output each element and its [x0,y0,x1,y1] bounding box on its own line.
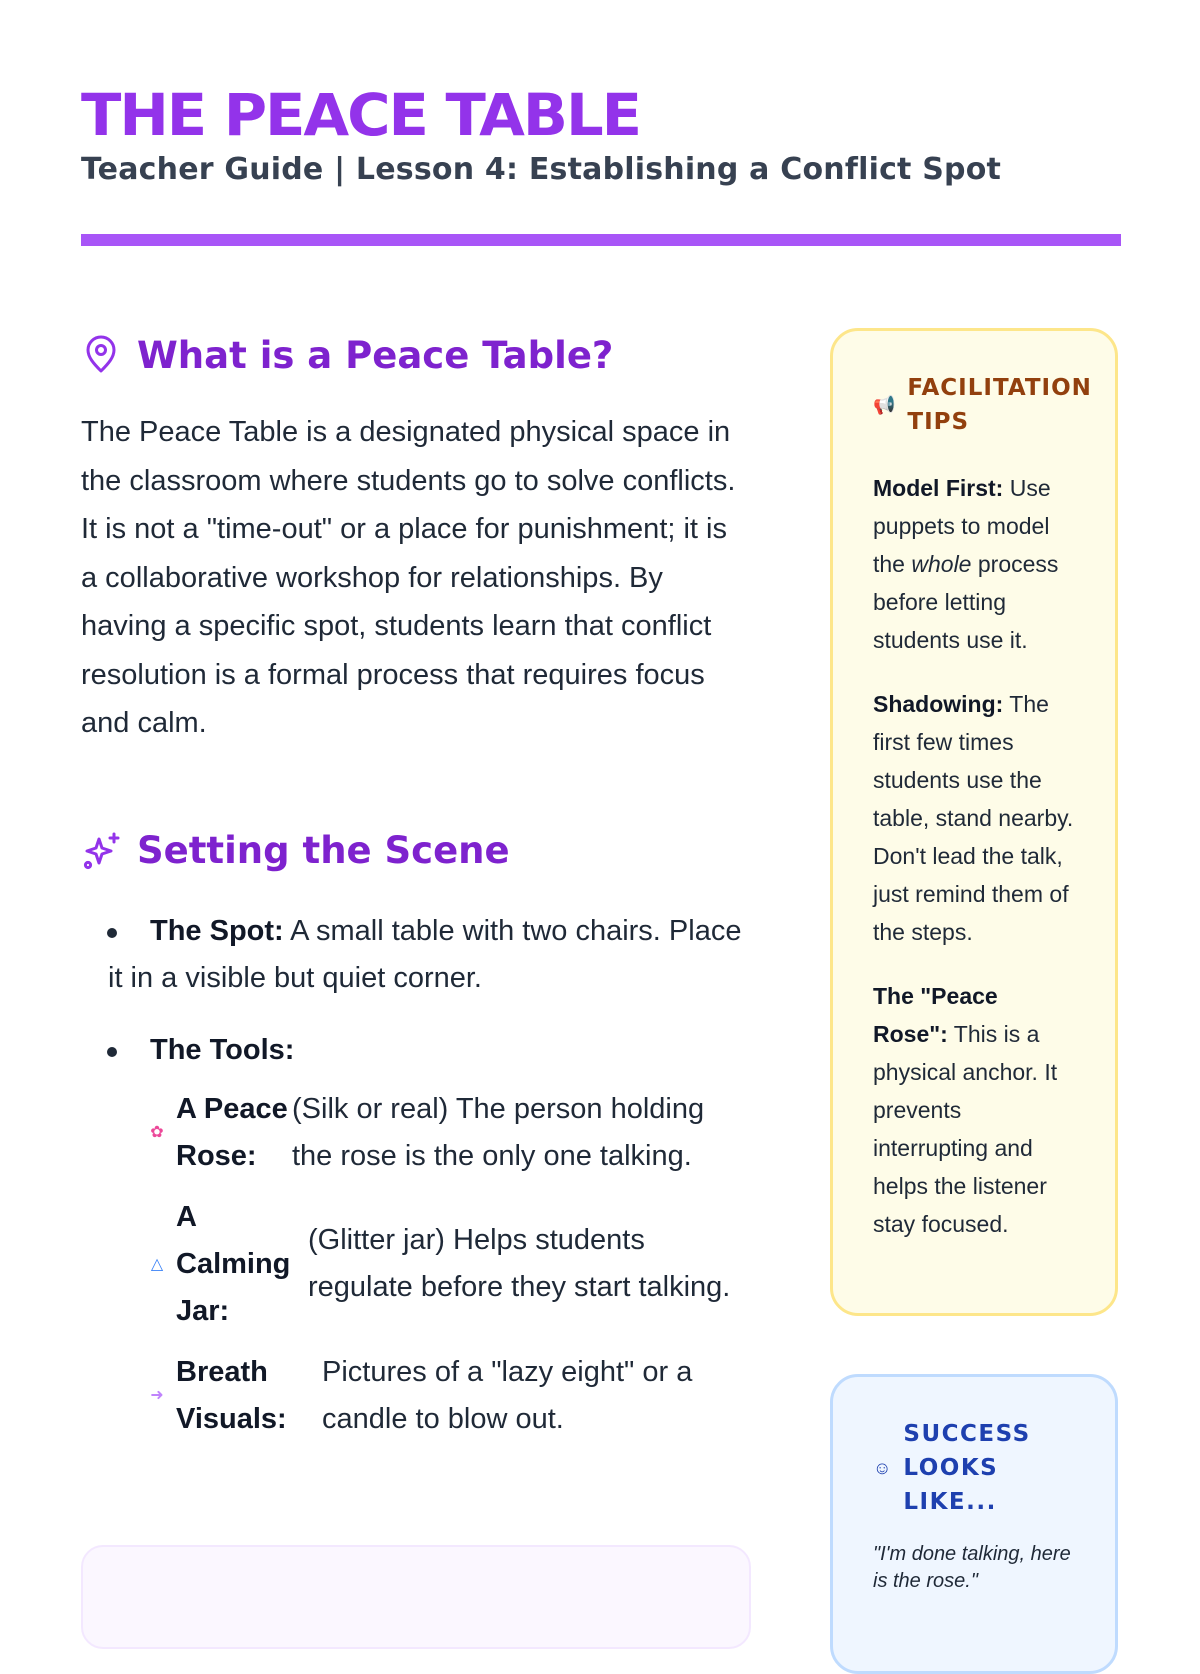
tips-card-title: FACILITATION TIPS [907,375,1092,435]
page-subtitle: Teacher Guide | Lesson 4: Establishing a Conflict Spot [81,152,1002,187]
main-column [81,320,751,1468]
section-what-is-body: The Peace Table is a designated physical space in the classroom where students go to solve conflicts. It is not a "time-out" or a place for punishment; it is a collaborative workshop for relationships. By having a specific spot, students learn that conflict resolution is a formal process that requires focus and calm. [81,416,736,739]
section-heading-text: What is a Peace Table? [137,333,614,377]
success-card-header [873,1417,1077,1519]
section-setting-scene-title [81,816,751,886]
flask-icon: △ [150,1255,164,1273]
tool-desc: Pictures of a "lazy eight" or a candle to blow out. [322,1355,693,1435]
spot-label: The Spot: [150,914,284,947]
tip-peace-rose: The "Peace Rose": This is a physical anchor. It prevents interrupting and helps the listener stay focused. [873,983,1058,1237]
spot-text: A small table with two chairs. Place it in a visible but quiet corner. [108,914,742,994]
callout-box [81,1545,751,1649]
section-what-is-title [81,320,751,390]
page-title: THE PEACE TABLE [81,81,641,149]
header-divider [81,234,1121,246]
success-card [830,1374,1118,1674]
tool-desc: (Glitter jar) Helps students regulate before they start talking. [308,1224,731,1303]
sparkles-icon [81,831,121,871]
list-item [81,1027,751,1443]
section-heading-text: Setting the Scene [137,829,510,872]
scene-list [81,908,751,1443]
list-item [81,908,751,1002]
smile-icon: ☺ [873,1457,892,1478]
tip-model-first: Model First: Use puppets to model the whole process before letting students use it. [873,475,1059,653]
lesson-page [81,0,1121,1600]
tools-list [146,1086,751,1443]
tool-item [146,1349,751,1443]
tips-card-header [873,371,1092,439]
map-pin-icon [81,335,121,375]
facilitation-tips-card [830,328,1118,1316]
megaphone-icon: 📢 [873,394,896,415]
success-card-title: SUCCESS LOOKS LIKE... [903,1421,1031,1515]
bullet-dot [107,928,117,938]
tool-name: A Calming Jar: [176,1200,291,1327]
success-quote: "I'm done talking, here is the rose." [873,1543,1071,1592]
flower-icon: ✿ [150,1124,164,1141]
tool-item [146,1194,751,1335]
wind-icon: ➜ [150,1387,164,1404]
tool-desc: (Silk or real) The person holding the rose is the only one talking. [292,1092,705,1172]
tip-shadowing: Shadowing: The first few times students use the table, stand nearby. Don't lead the talk, just remind them of the steps. [873,691,1074,945]
tools-label: The Tools: [150,1033,295,1066]
tool-name: A Peace Rose: [176,1092,288,1172]
bullet-dot [107,1047,117,1057]
tool-item [146,1086,751,1180]
tool-name: Breath Visuals: [176,1355,287,1435]
